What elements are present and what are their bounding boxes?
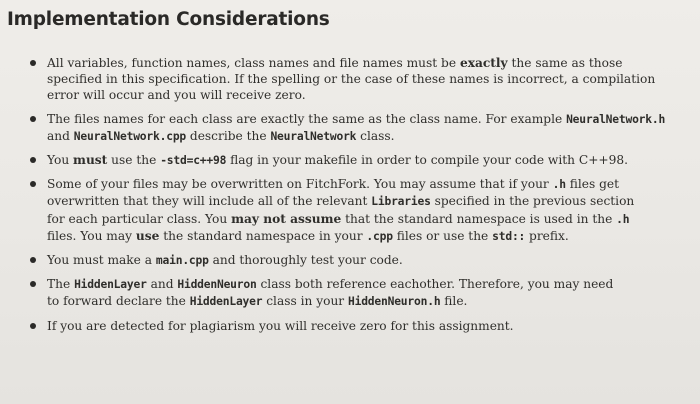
text-line: [47, 276, 695, 293]
text-line: [47, 55, 695, 71]
text-span: Some of your files may be overwritten on FitchFork. You may assume that if your: [47, 177, 553, 192]
text-span: to forward declare the: [47, 294, 190, 309]
text-span: file.: [440, 294, 468, 309]
bullet-icon: [30, 116, 36, 122]
text-span: The: [47, 277, 75, 292]
code-span: NeuralNetwork: [270, 129, 357, 143]
code-span: main.cpp: [155, 254, 209, 268]
text-span: files get: [565, 177, 619, 192]
text-line: [47, 318, 695, 334]
text-span: files or use the: [392, 228, 493, 243]
text-span: the standard namespace in your: [159, 228, 367, 243]
code-span: .h: [552, 178, 566, 192]
considerations-list: [27, 55, 695, 341]
text-span: overwritten that they will include all of the relevant: [47, 194, 372, 209]
code-span: Libraries: [371, 195, 431, 209]
code-span: .cpp: [366, 229, 393, 243]
section-heading: Implementation Considerations: [7, 9, 330, 30]
list-item: [27, 252, 695, 269]
text-span: You: [47, 153, 74, 168]
text-span: error will occur and you will receive zero.: [47, 88, 306, 103]
emphasis-span: exactly: [459, 56, 508, 70]
code-span: .h: [616, 212, 630, 226]
text-span: and: [146, 277, 178, 292]
bullet-icon: [30, 157, 36, 163]
text-span: use the: [107, 153, 161, 168]
bullet-icon: [30, 60, 36, 66]
text-span: prefix.: [525, 228, 569, 243]
text-span: flag in your makefile in order to compile your code with C++98.: [226, 153, 629, 168]
text-span: describe the: [186, 128, 271, 143]
text-span: class in your: [262, 294, 348, 309]
text-span: specified in this specification. If the spelling or the case of these names is incorrect, a compilation: [47, 72, 656, 87]
code-span: std::: [492, 229, 526, 243]
text-span: All variables, function names, class names and file names must be: [47, 56, 460, 70]
emphasis-span: must: [73, 153, 108, 168]
text-line: [47, 176, 695, 193]
list-item: [27, 111, 695, 145]
text-span: and: [47, 128, 74, 143]
code-span: HiddenLayer: [189, 295, 263, 309]
text-span: and thoroughly test your code.: [208, 253, 403, 268]
text-span: files. You may: [47, 228, 136, 243]
list-item: [27, 152, 695, 169]
text-span: class both reference eachother. Therefore, you may need: [256, 277, 614, 292]
bullet-icon: [30, 281, 36, 287]
text-line: [47, 71, 695, 87]
code-span: -std=c++98: [160, 154, 227, 168]
text-line: [47, 252, 695, 269]
text-line: [47, 111, 695, 128]
code-span: HiddenNeuron.h: [348, 295, 441, 309]
list-item: [27, 318, 695, 334]
code-span: HiddenLayer: [74, 278, 147, 292]
bullet-icon: [30, 181, 36, 187]
text-span: for each particular class. You: [47, 211, 232, 226]
list-item: [27, 55, 695, 104]
code-span: NeuralNetwork.cpp: [73, 129, 187, 143]
text-line: [47, 228, 695, 245]
emphasis-span: use: [135, 228, 160, 243]
text-line: [47, 87, 695, 103]
bullet-icon: [30, 257, 36, 263]
text-line: [47, 293, 695, 310]
text-line: [47, 193, 695, 210]
bullet-icon: [30, 323, 36, 329]
text-span: You must make a: [47, 253, 156, 268]
text-line: [47, 211, 695, 228]
text-span: The files names for each class are exactly the same as the class name. For example: [47, 111, 567, 126]
code-span: HiddenNeuron: [177, 278, 257, 292]
text-span: class.: [356, 128, 395, 143]
code-span: NeuralNetwork.h: [566, 112, 666, 126]
text-line: [47, 152, 695, 169]
text-span: specified in the previous section: [430, 194, 635, 209]
text-span: that the standard namespace is used in the: [341, 211, 617, 226]
text-line: [47, 128, 695, 145]
text-span: If you are detected for plagiarism you will receive zero for this assignment.: [47, 318, 514, 333]
list-item: [27, 276, 695, 310]
list-item: [27, 176, 695, 245]
emphasis-span: may not assume: [231, 211, 342, 226]
text-span: the same as those: [507, 56, 623, 70]
